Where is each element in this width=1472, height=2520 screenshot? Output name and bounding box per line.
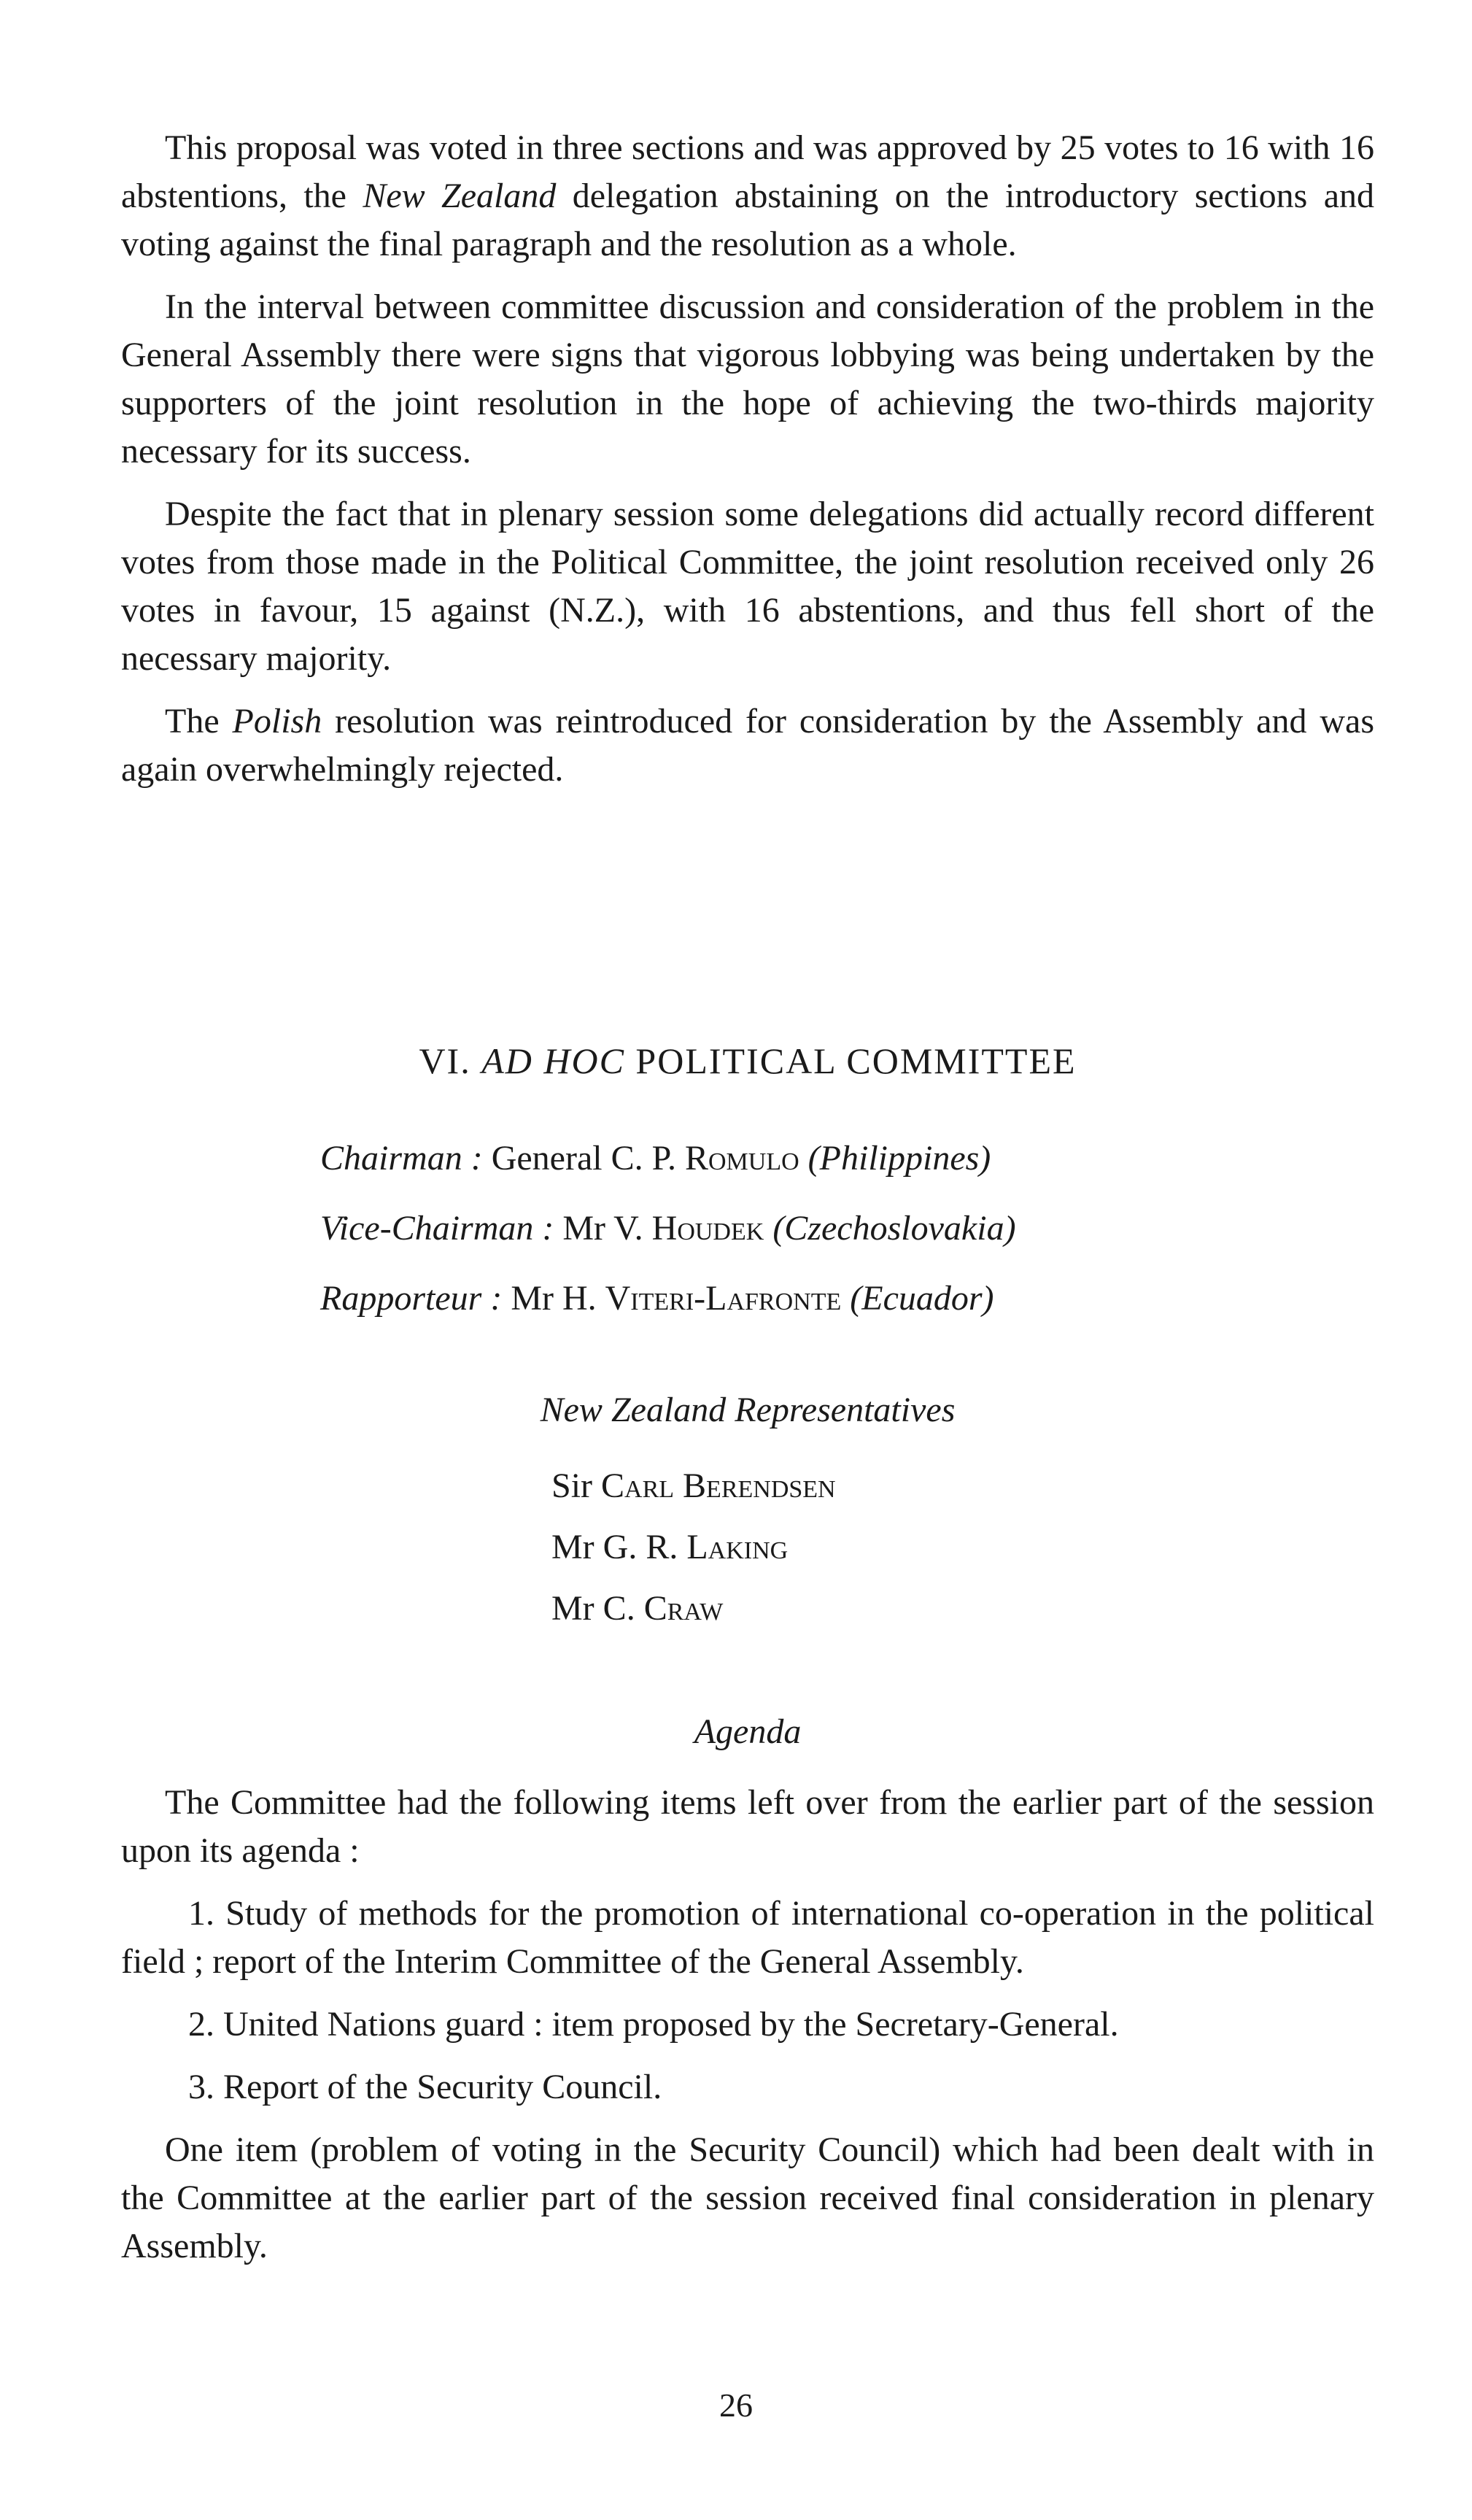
agenda-closing: One item (problem of voting in the Security Council) which had been dealt with in the Committee at the earlier part of the session received final consideration in plenary Assembly.: [121, 2130, 1374, 2265]
paragraph-polish-resolution: The Polish resolution was reintroduced for consideration by the Assembly and was again overwhelmingly rejected.: [121, 702, 1375, 789]
paragraph-vote-result: This proposal was voted in three sections and was approved by 25 votes to 16 with 16 abstentions, the New Zealand delegation abstaining on the introductory sections and voting against the final paragraph and the resolution as a whole.: [121, 128, 1375, 263]
representatives-list: [551, 1456, 836, 1639]
committee-officers: [320, 1124, 1016, 1334]
agenda-item: 3. Report of the Security Council.: [188, 2068, 662, 2106]
representatives-heading: New Zealand Representatives: [540, 1391, 956, 1429]
agenda-item: 1. Study of methods for the promotion of international co-operation in the political field ; report of the Interim Committee of the General Assembly.: [121, 1894, 1374, 1981]
representative: Sir Carl Berendsen: [551, 1466, 836, 1505]
agenda-heading: Agenda: [694, 1712, 802, 1751]
paragraph-lobbying: In the interval between committee discussion and consideration of the problem in the General Assembly there were signs that vigorous lobbying was being undertaken by the supporters of the joint resolution in the hope of achieving the two-thirds majority necessary for its success.: [121, 287, 1374, 471]
section-heading: VI. AD HOC POLITICAL COMMITTEE: [419, 1040, 1077, 1081]
agenda-section: [121, 1779, 1374, 2270]
representative: Mr C. Craw: [551, 1589, 724, 1628]
officer-rapporteur: Rapporteur : Mr H. Viteri-Lafronte (Ecuador): [320, 1279, 994, 1318]
country-name: New Zealand: [363, 177, 557, 215]
page-number: 26: [719, 2386, 753, 2424]
officer-chairman: Chairman : General C. P. Romulo (Philippines): [320, 1139, 991, 1178]
agenda-items: [121, 1890, 1374, 2111]
officer-vice-chairman: Vice-Chairman : Mr V. Houdek (Czechoslovakia): [320, 1209, 1016, 1248]
country-name: Polish: [232, 702, 322, 741]
page-body: [121, 124, 1375, 2265]
paragraph-plenary-vote: Despite the fact that in plenary session some delegations did actually record different votes from those made in the Political Committee, the joint resolution received only 26 votes in favour, 15 against (N.Z.), with 16 abstentions, and thus fell short of the necessary majority.: [121, 495, 1374, 678]
agenda-intro: The Committee had the following items left over from the earlier part of the session upon its agenda :: [121, 1783, 1374, 1870]
representative: Mr G. R. Laking: [551, 1528, 789, 1566]
agenda-item: 2. United Nations guard : item proposed by the Secretary-General.: [188, 2005, 1119, 2044]
